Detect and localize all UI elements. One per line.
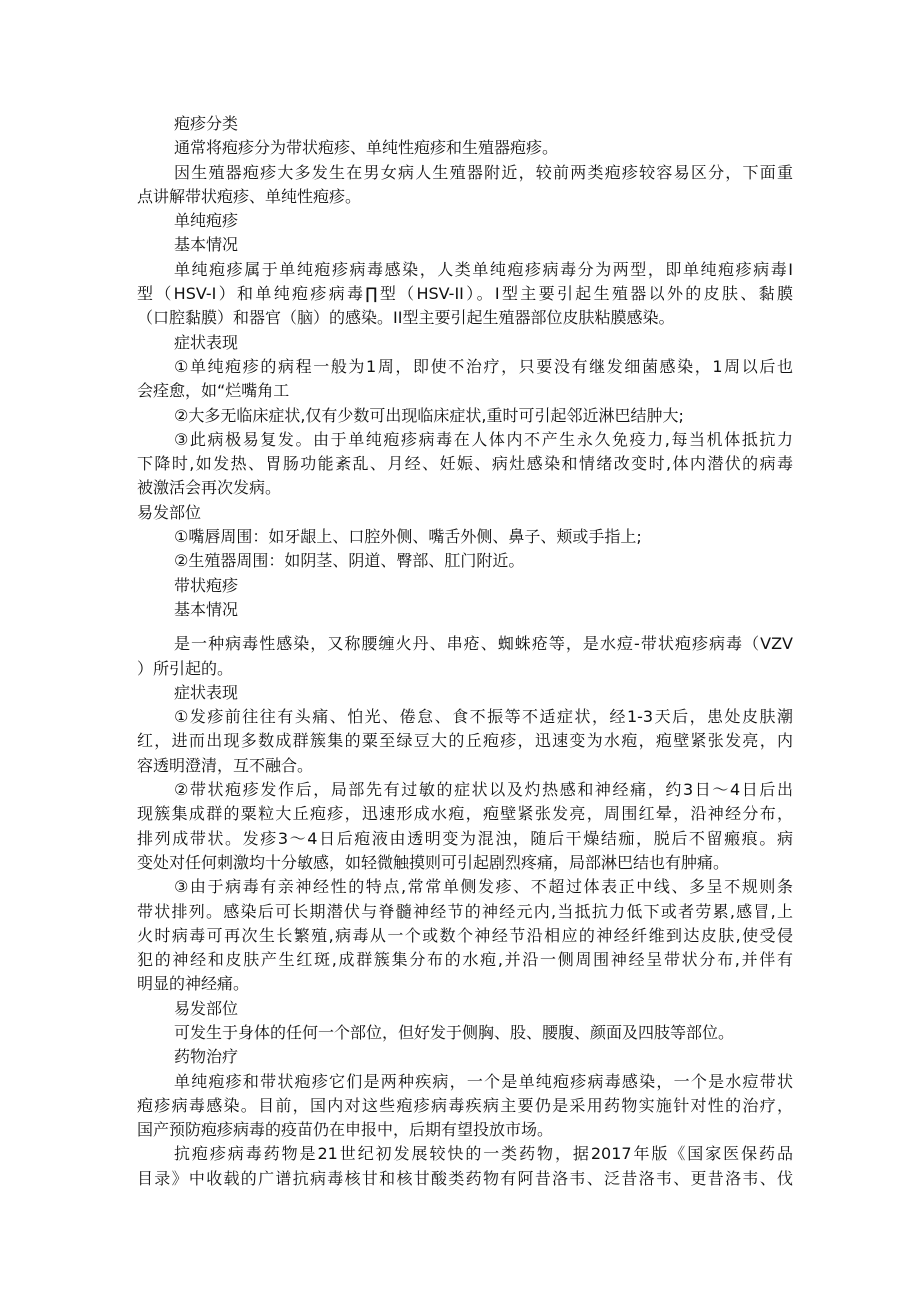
paragraph — [137, 161, 793, 210]
text-line: ②生殖器周围：如阴茎、阴道、臀部、肛门附近。 — [174, 551, 525, 571]
text-line: ③由于病毒有亲神经性的特点,常常单侧发疹、不超过体表正中线、多呈不规则条 — [174, 877, 793, 897]
text-line: 单纯疱疹属于单纯疱疹病毒感染，人类单纯疱疹病毒分为两型，即单纯疱疹病毒I — [174, 259, 793, 279]
text-line: 型（HSV-I）和单纯疱疹病毒∏型（HSV-II）。I型主要引起生殖器以外的皮肤、黏膜 — [137, 284, 793, 304]
text-line: 基本情况 — [174, 599, 239, 619]
text-line: 明显的神经痛。 — [137, 974, 250, 994]
text-line: ②带状疱疹发作后，局部先有过敏的症状以及灼热感和神经痛，约3日～4日后出 — [174, 780, 793, 800]
text-line: 被激活会再次发病。 — [137, 478, 282, 498]
text-line: 带状疱疹 — [174, 575, 239, 595]
text-line: 会痊愈，如“烂嘴角工 — [137, 381, 290, 401]
text-line: 变处对任何刺激均十分敏感，如轻微触摸则可引起剧烈疼痛，局部淋巴结也有肿痛。 — [137, 852, 730, 872]
paragraph — [137, 549, 793, 573]
section-heading — [137, 209, 793, 233]
text-line: ）所引起的。 — [137, 658, 234, 678]
text-line: 基本情况 — [174, 235, 239, 255]
text-line: 点讲解带状疱疹、单纯性疱疹。 — [137, 186, 362, 206]
paragraph — [137, 705, 793, 778]
text-line: 症状表现 — [174, 332, 239, 352]
text-line: ②大多无临床症状,仅有少数可出现临床症状,重时可引起邻近淋巴结肿大; — [174, 405, 684, 425]
paragraph — [137, 875, 793, 996]
paragraph — [137, 1070, 793, 1143]
paragraph — [137, 355, 793, 404]
section-heading — [137, 331, 793, 355]
section-heading — [137, 681, 793, 705]
text-line: （口腔黏膜）和器官（脑）的感染。II型主要引起生殖器部位皮肤粘膜感染。 — [137, 308, 675, 328]
text-line: 单纯疱疹和带状疱疹它们是两种疾病，一个是单纯疱疹病毒感染，一个是水痘带状 — [174, 1071, 793, 1091]
section-heading — [137, 997, 793, 1021]
paragraph — [137, 778, 793, 875]
text-line: 因生殖器疱疹大多发生在男女病人生殖器附近，较前两类疱疹较容易区分，下面重 — [174, 162, 793, 182]
text-line: 带状排列。感染后可长期潜伏与脊髓神经节的神经元内,当抵抗力低下或者劳累,感冒,上 — [137, 901, 793, 921]
text-line: 是一种病毒性感染，又称腰缠火丹、串疮、蜘蛛疮等，是水痘-带状疱疹病毒（VZV — [174, 634, 793, 654]
text-line: 火时病毒可再次生长繁殖,病毒从一个或数个神经节沿相应的神经纤维到达皮肤,使受侵 — [137, 925, 793, 945]
text-line: 国产预防疱疹病毒的疫苗仍在申报中，后期有望投放市场。 — [137, 1120, 554, 1140]
paragraph — [137, 1142, 793, 1191]
text-line: 易发部位 — [174, 998, 239, 1018]
section-heading — [137, 112, 793, 136]
text-line: 症状表现 — [174, 682, 239, 702]
paragraph — [137, 428, 793, 501]
text-line: 易发部位 — [137, 502, 202, 522]
paragraph — [137, 1021, 793, 1045]
paragraph — [137, 258, 793, 331]
text-line: 单纯疱疹 — [174, 211, 239, 231]
text-line: 现簇集成群的粟粒大丘疱疹，迅速形成水疱，疱壁紧张发亮，周围红晕，沿神经分布， — [137, 804, 793, 824]
text-line: ①发疹前往往有头痛、怕光、倦怠、食不振等不适症状，经1-3天后，患处皮肤潮 — [174, 707, 793, 727]
paragraph — [137, 525, 793, 549]
text-line: ③此病极易复发。由于单纯疱疹病毒在人体内不产生永久免疫力,每当机体抵抗力 — [174, 429, 793, 449]
text-line: 红，进而出现多数成群簇集的粟至绿豆大的丘疱疹，迅速变为水疱，疱壁紧张发亮，内 — [137, 731, 793, 751]
text-line: ①嘴唇周围：如牙龈上、口腔外侧、嘴舌外侧、鼻子、颊或手指上; — [174, 527, 642, 547]
text-line: 容透明澄清，互不融合。 — [137, 755, 314, 775]
paragraph — [137, 136, 793, 160]
text-line: 通常将疱疹分为带状疱疹、单纯性疱疹和生殖器疱疹。 — [174, 138, 559, 158]
section-heading — [137, 598, 793, 622]
section-heading — [137, 574, 793, 598]
text-line: 疱疹病毒感染。目前，国内对这些疱疹病毒疾病主要仍是采用药物实施针对性的治疗， — [137, 1095, 793, 1115]
text-line: ①单纯疱疹的病程一般为1周，即使不治疗，只要没有继发细菌感染，1周以后也 — [174, 356, 793, 376]
document-body — [137, 112, 793, 1191]
text-line: 药物治疗 — [174, 1047, 239, 1067]
section-heading — [137, 501, 793, 525]
text-line: 下降时,如发热、胃肠功能紊乱、月经、妊娠、病灶感染和情绪改变时,体内潜伏的病毒 — [137, 454, 793, 474]
text-line: 犯的神经和皮肤产生红斑,成群簇集分布的水疱,并沿一侧周围神经呈带状分布,并伴有 — [137, 950, 793, 970]
text-line: 排列成带状。发疹3～4日后疱液由透明变为混浊，随后干燥结痂，脱后不留瘢痕。病 — [137, 828, 793, 848]
section-heading — [137, 1045, 793, 1069]
section-heading — [137, 233, 793, 257]
paragraph — [137, 404, 793, 428]
text-line: 可发生于身体的任何一个部位，但好发于侧胸、股、腰腹、颜面及四肢等部位。 — [174, 1022, 735, 1042]
paragraph — [137, 632, 793, 681]
text-line: 抗疱疹病毒药物是21世纪初发展较快的一类药物，据2017年版《国家医保药品 — [174, 1144, 793, 1164]
text-line: 疱疹分类 — [174, 114, 239, 133]
text-line: 目录》中收载的广谱抗病毒核甘和核甘酸类药物有阿昔洛韦、泛昔洛韦、更昔洛韦、伐 — [137, 1168, 793, 1188]
